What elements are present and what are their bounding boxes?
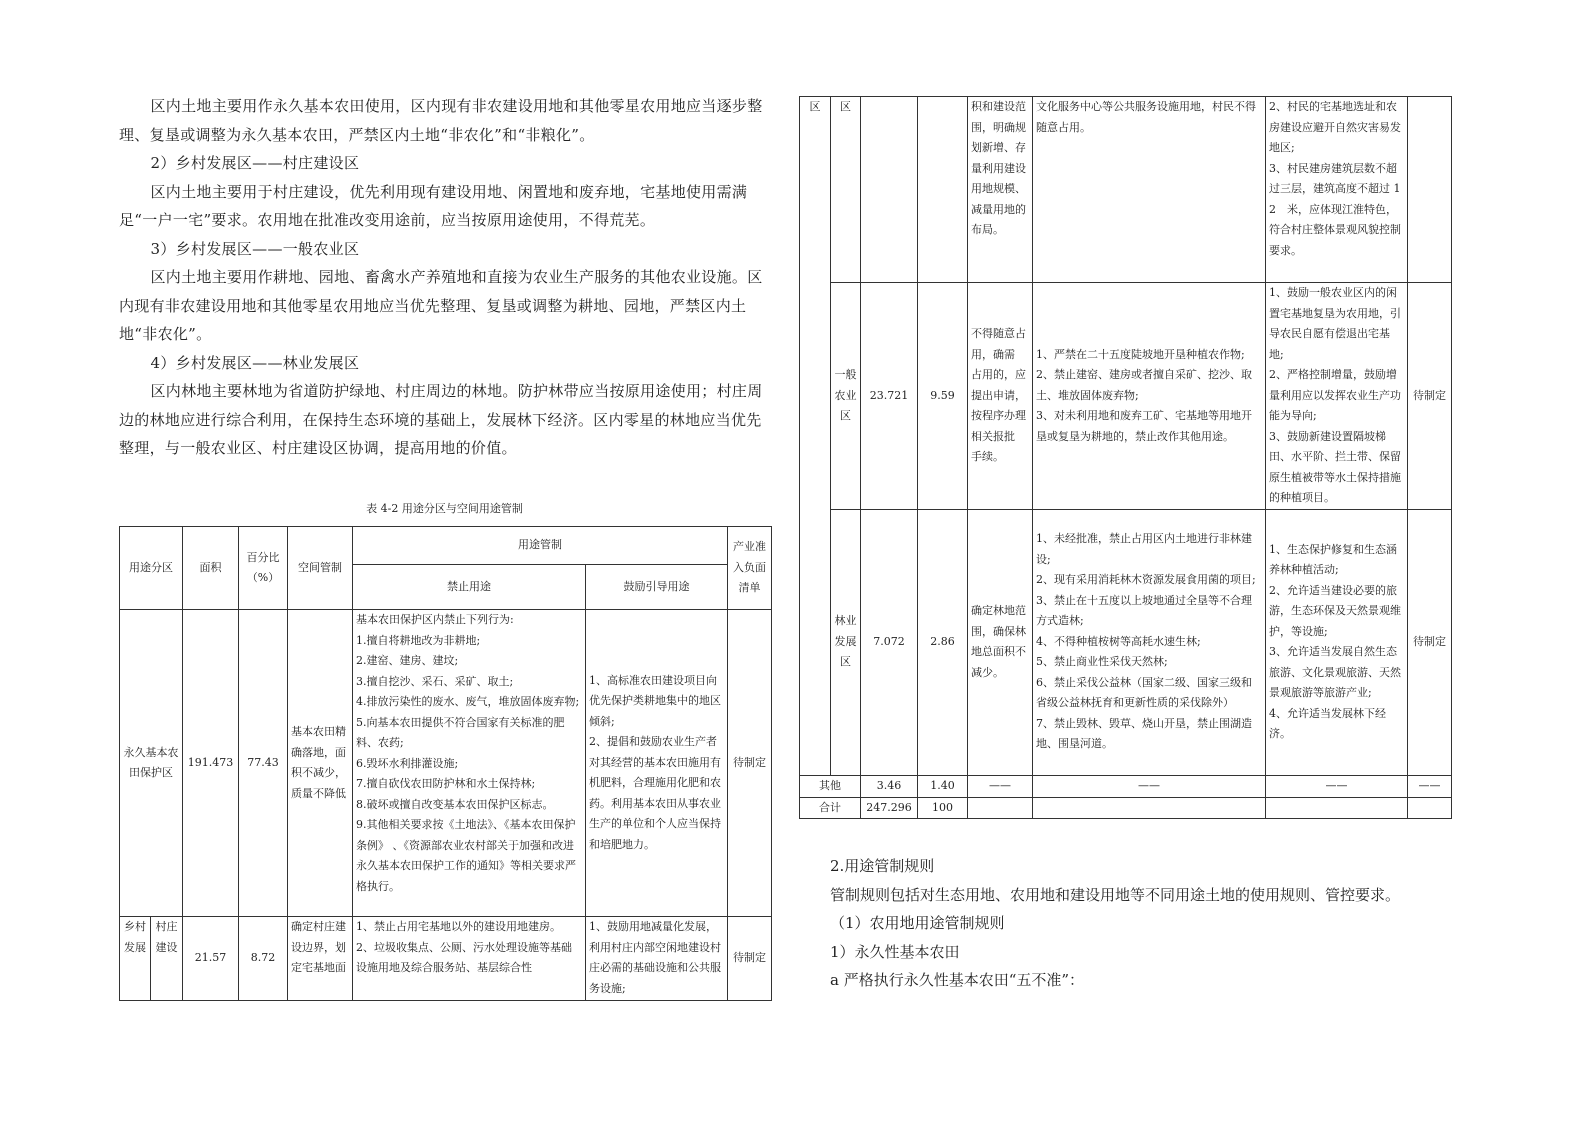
zone-name: 一般农业区 <box>831 283 861 510</box>
list-entry: 1、高标准农田建设项目向优先保护类耕地集中的地区倾斜; <box>589 673 721 728</box>
section-title: 2.用途管制规则 <box>830 857 935 875</box>
zone-group: 区 <box>800 97 831 776</box>
list-entry: 2.建窑、建房、建坟; <box>356 654 459 667</box>
total-negative-list <box>1408 797 1452 819</box>
zone-encouraged-list: —— <box>1266 775 1408 797</box>
total-percent: 100 <box>918 797 968 819</box>
list-entry: 5.向基本农田提供不符合国家有关标准的肥料、农药; <box>356 715 565 749</box>
total-area: 247.296 <box>861 797 918 819</box>
zone-area: 191.473 <box>183 610 239 917</box>
subheading-village-construction: 2）乡村发展区——村庄建设区 <box>150 154 360 172</box>
list-entry: 6.毁坏水利排灌设施; <box>356 756 459 770</box>
zone-name: 永久基本农田保护区 <box>120 610 183 917</box>
list-entry: 8.破坏或擅自改变基本农田保护区标志。 <box>356 797 554 811</box>
zone-percent: 77.43 <box>239 610 288 917</box>
list-entry: 基本农田保护区内禁止下列行为: <box>356 613 514 626</box>
list-entry: 3、对未利用地和废弃工矿、宅基地等用地开垦或复垦为耕地的，禁止改作其他用途。 <box>1036 409 1252 443</box>
table-row <box>800 283 1452 510</box>
zoning-table-part1 <box>119 526 772 1001</box>
list-entry: 4、允许适当发展林下经济。 <box>1269 706 1386 740</box>
zone-prohibited-list: —— <box>1033 775 1266 797</box>
total-spatial <box>968 797 1033 819</box>
list-entry: 1、严禁在二十五度陡坡地开垦种植农作物; <box>1036 347 1245 361</box>
zone-area-empty <box>861 97 918 283</box>
zone-name: 区 <box>831 97 861 283</box>
paragraph: 区内林地主要林地为省道防护绿地、村庄周边的林地。防护林带应当按原用途使用；村庄周边的林地应进行综合利用，在保持生态环境的基础上，发展林下经济。区内零星的林地应当优先整理，与一般农业区、村庄建设区协调，提高用地的价值。 <box>119 382 763 457</box>
zone-negative-list: 待制定 <box>728 917 772 1001</box>
table-row-total <box>800 797 1452 819</box>
list-entry: 1、鼓励用地减量化发展，利用村庄内部空闲地建设村 庄必需的基础设施和公共服务设施; <box>589 920 721 995</box>
list-entry: 2、村民的宅基地选址和农房建设应避开自然灾害易发 地区; <box>1269 100 1401 154</box>
list-entry: 2、禁止建窑、建房或者擅自采矿、挖沙、取土、堆放固体废弃物; <box>1036 368 1252 402</box>
zone-area: 3.46 <box>861 775 918 797</box>
subheading-forestry: 4）乡村发展区——林业发展区 <box>150 353 360 372</box>
zone-percent: 1.40 <box>918 775 968 797</box>
zone-negative-list: —— <box>1408 775 1452 797</box>
list-entry: 3、禁止在十五度以上坡地通过全垦等不合理方式造林; <box>1036 593 1252 628</box>
list-entry: 7.擅自砍伐农田防护林和水土保持林; <box>356 777 536 790</box>
zone-percent: 9.59 <box>918 283 968 510</box>
table-caption: 表 4-2 用途分区与空间用途管制 <box>366 502 523 515</box>
zoning-table-part2 <box>799 96 1452 819</box>
list-entry: 3、村民建房建筑层数不超过三层，建筑高度不超过 12 米，应体现江淮特色，符合村庄整体景观风貌控制要求。 <box>1269 161 1401 257</box>
table-row <box>800 775 1452 797</box>
text-line: 管制规则包括对生态用地、农用地和建设用地等不同用途土地的使用规则、管控要求。 <box>830 885 1401 904</box>
text-line: （1）农用地用途管制规则 <box>830 914 1005 932</box>
zone-percent: 2.86 <box>918 509 968 775</box>
text-line: a 严格执行永久性基本农田“五不准”： <box>830 971 1085 989</box>
list-entry: 2、严格控制增量，鼓励增量利用应以发挥农业生产功能为导向; <box>1269 368 1401 422</box>
list-entry: 2、提倡和鼓励农业生产者对其经营的基本农田施用有机肥料，合理施用化肥和农药。利用基本农田从事农业 生产的单位和个人应当保持和培肥地力。 <box>589 735 721 851</box>
zone-prohibited-list <box>1033 97 1266 283</box>
zone-spatial-control: 基本农田精确落地，面积不减少，质量不降低 <box>288 610 353 917</box>
zone-spatial-control: 确定村庄建设边界，划定宅基地面 <box>288 917 353 1001</box>
zone-negative-list-empty <box>1408 97 1452 283</box>
zone-encouraged-list <box>1266 283 1408 510</box>
list-entry: 1、未经批准，禁止占用区内土地进行非林建设; <box>1036 532 1252 566</box>
total-prohibited <box>1033 797 1266 819</box>
list-entry: 7、禁止毁林、毁草、烧山开垦，禁止围湖造地、围垦河道。 <box>1036 716 1252 751</box>
list-entry: 5、禁止商业性采伐天然林; <box>1036 655 1168 669</box>
list-entry: 1.擅自将耕地改为非耕地; <box>356 633 481 647</box>
paragraph: 区内土地主要用作永久基本农田使用，区内现有非农建设用地和其他零星农用地应当逐步整理、复垦或调整为永久基本农田，严禁区内土地“非农化”和“非粮化”。 <box>119 97 763 144</box>
zone-name: 村庄建设 <box>151 917 183 1001</box>
zone-group: 乡村发展 <box>120 917 151 1001</box>
list-entry: 3、允许适当发展自然生态旅游、文化景观旅游、天然景观旅游等旅游产业; <box>1269 645 1401 699</box>
header-spatial-control: 空间管制 <box>288 527 353 610</box>
header-percent: 百分比（%） <box>239 527 288 610</box>
zone-encouraged-list <box>1266 509 1408 775</box>
subheading-general-agriculture: 3）乡村发展区——一般农业区 <box>150 239 360 258</box>
table-row <box>800 97 1452 283</box>
header-prohibited-use: 禁止用途 <box>353 565 586 610</box>
zone-prohibited-list <box>1033 509 1266 775</box>
list-entry: 3、鼓励新建设置隔坡梯田、水平阶、拦土带、保留原生植被带等水土保持措施的种植项目。 <box>1269 429 1401 504</box>
table-row <box>800 509 1452 775</box>
paragraph: 区内土地主要用于村庄建设，优先利用现有建设用地、闲置地和废弃地，宅基地使用需满足“一户一宅”要求。农用地在批准改变用途前，应当按原用途使用，不得荒芜。 <box>119 182 748 229</box>
list-entry: 2、允许适当建设必要的旅游，生态环保及天然景观维护，等设施; <box>1269 583 1401 638</box>
table-row <box>120 917 772 1001</box>
list-entry: 1、生态保护修复和生态涵养林种植活动; <box>1269 542 1397 576</box>
zone-encouraged-list <box>586 610 728 917</box>
header-encouraged-use: 鼓励引导用途 <box>586 565 728 610</box>
paragraph: 区内土地主要用作耕地、园地、畜禽水产养殖地和直接为农业生产服务的其他农业设施。区内现有非农建设用地和其他零星农用地应当优先整理、复垦或调整为耕地、园地，严禁区内土地“非农化”。 <box>119 268 763 343</box>
zone-encouraged-list <box>586 917 728 1001</box>
left-body-text <box>119 92 774 463</box>
zone-area: 7.072 <box>861 509 918 775</box>
zone-spatial-control: 确定林地范围，确保林地总面积不减少。 <box>968 509 1033 775</box>
list-entry: 1、禁止占用宅基地以外的建设用地建房。 <box>356 920 561 933</box>
list-entry: 3.擅自挖沙、采石、采矿、取土; <box>356 674 514 688</box>
zone-name: 其他 <box>800 775 861 797</box>
zone-area: 21.57 <box>183 917 239 1001</box>
list-entry: 2、垃圾收集点、公厕、污水处理设施等基础设施用地及综合服务站、基层综合性 <box>356 940 572 974</box>
text-line: 1）永久性基本农田 <box>830 942 960 961</box>
zone-prohibited-list <box>353 917 586 1001</box>
zone-area: 23.721 <box>861 283 918 510</box>
list-entry: 4.排放污染性的废水、废气，堆放固体废弃物; <box>356 695 580 708</box>
list-entry: 1、鼓励一般农业区内的闲置宅基地复垦为农用地，引导农民自愿有偿退出宅基地; <box>1269 286 1401 361</box>
zone-negative-list: 待制定 <box>1408 283 1452 510</box>
zone-negative-list: 待制定 <box>1408 509 1452 775</box>
header-negative-list: 产业准入负面清单 <box>728 527 772 610</box>
right-body-text <box>830 852 1400 995</box>
list-entry: 4、不得种植桉树等高耗水速生林; <box>1036 634 1201 648</box>
total-label: 合计 <box>800 797 861 819</box>
zone-percent-empty <box>918 97 968 283</box>
zone-percent: 8.72 <box>239 917 288 1001</box>
zone-prohibited-list <box>353 610 586 917</box>
zone-name: 林业发展区 <box>831 509 861 775</box>
header-use-control: 用途管制 <box>353 527 728 565</box>
zone-prohibited-list <box>1033 283 1266 510</box>
header-area: 面积 <box>183 527 239 610</box>
header-zone: 用途分区 <box>120 527 183 610</box>
zone-spatial-control: 积和建设范围，明确规划新增、存量利用建设用地规模、减量用地的布局。 <box>968 97 1033 283</box>
zone-encouraged-list <box>1266 97 1408 283</box>
list-entry: 文化服务中心等公共服务设施用地，村民不得随意占用。 <box>1036 100 1256 134</box>
list-entry: 2、现有采用消耗林木资源发展食用菌的项目; <box>1036 573 1256 587</box>
table-row <box>120 610 772 917</box>
zone-spatial-control: 不得随意占用，确需 占用的，应提出申请，按程序办理相关报批 手续。 <box>968 283 1033 510</box>
zone-negative-list: 待制定 <box>728 610 772 917</box>
list-entry: 6、禁止采伐公益林（国家二级、国家三级和省级公益林抚育和更新性质的采伐除外） <box>1036 675 1252 710</box>
zone-spatial-control: —— <box>968 775 1033 797</box>
list-entry: 9.其他相关要求按《土地法》、《基本农田保护条例》 、《资源部农业农村部关于加强和改进永久基本农田保护工作的通知》等相关要求严格执行。 <box>356 818 576 893</box>
total-encouraged <box>1266 797 1408 819</box>
